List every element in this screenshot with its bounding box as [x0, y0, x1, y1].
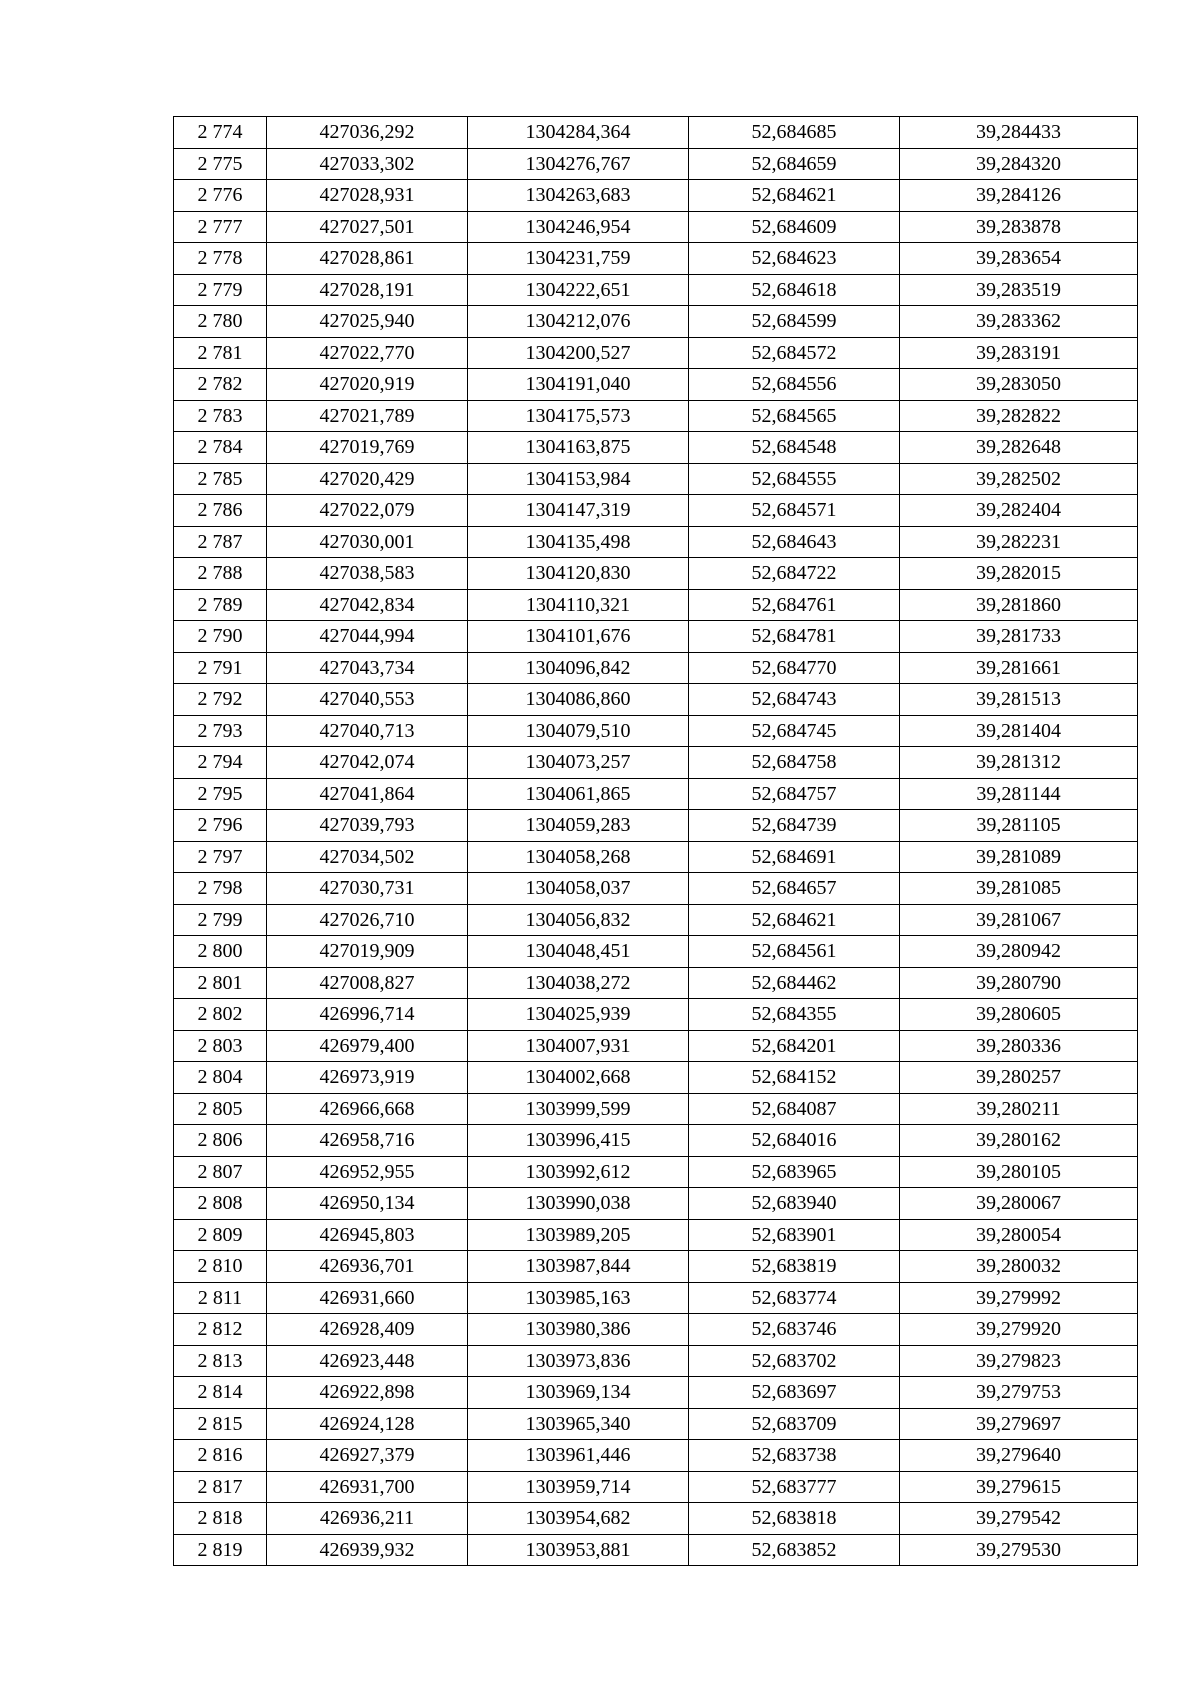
- latitude-cell: 52,684572: [689, 337, 900, 369]
- table-row: [174, 652, 1138, 684]
- table-row: [174, 148, 1138, 180]
- y-coordinate-cell: 1304058,037: [468, 873, 689, 905]
- point-number-cell: 2 789: [174, 589, 267, 621]
- y-coordinate-cell: 1304058,268: [468, 841, 689, 873]
- y-coordinate-cell: 1304246,954: [468, 211, 689, 243]
- point-number-cell: 2 814: [174, 1377, 267, 1409]
- longitude-cell: 39,280942: [900, 936, 1138, 968]
- longitude-cell: 39,279542: [900, 1503, 1138, 1535]
- x-coordinate-cell: 426958,716: [267, 1125, 468, 1157]
- x-coordinate-cell: 427036,292: [267, 117, 468, 149]
- y-coordinate-cell: 1303985,163: [468, 1282, 689, 1314]
- longitude-cell: 39,281312: [900, 747, 1138, 779]
- x-coordinate-cell: 427038,583: [267, 558, 468, 590]
- table-row: [174, 999, 1138, 1031]
- y-coordinate-cell: 1303996,415: [468, 1125, 689, 1157]
- longitude-cell: 39,279615: [900, 1471, 1138, 1503]
- longitude-cell: 39,282015: [900, 558, 1138, 590]
- table-row: [174, 873, 1138, 905]
- table-row: [174, 495, 1138, 527]
- longitude-cell: 39,279530: [900, 1534, 1138, 1566]
- point-number-cell: 2 787: [174, 526, 267, 558]
- longitude-cell: 39,281089: [900, 841, 1138, 873]
- y-coordinate-cell: 1304048,451: [468, 936, 689, 968]
- longitude-cell: 39,282404: [900, 495, 1138, 527]
- latitude-cell: 52,684355: [689, 999, 900, 1031]
- y-coordinate-cell: 1304263,683: [468, 180, 689, 212]
- table-row: [174, 306, 1138, 338]
- longitude-cell: 39,284320: [900, 148, 1138, 180]
- y-coordinate-cell: 1304096,842: [468, 652, 689, 684]
- y-coordinate-cell: 1304073,257: [468, 747, 689, 779]
- y-coordinate-cell: 1303992,612: [468, 1156, 689, 1188]
- latitude-cell: 52,684556: [689, 369, 900, 401]
- longitude-cell: 39,281085: [900, 873, 1138, 905]
- table-row: [174, 715, 1138, 747]
- longitude-cell: 39,279823: [900, 1345, 1138, 1377]
- latitude-cell: 52,684757: [689, 778, 900, 810]
- table-row: [174, 810, 1138, 842]
- point-number-cell: 2 809: [174, 1219, 267, 1251]
- longitude-cell: 39,283878: [900, 211, 1138, 243]
- latitude-cell: 52,684599: [689, 306, 900, 338]
- table-row: [174, 1440, 1138, 1472]
- latitude-cell: 52,684657: [689, 873, 900, 905]
- point-number-cell: 2 817: [174, 1471, 267, 1503]
- x-coordinate-cell: 426945,803: [267, 1219, 468, 1251]
- point-number-cell: 2 786: [174, 495, 267, 527]
- table-row: [174, 1219, 1138, 1251]
- x-coordinate-cell: 427022,079: [267, 495, 468, 527]
- x-coordinate-cell: 426996,714: [267, 999, 468, 1031]
- longitude-cell: 39,283654: [900, 243, 1138, 275]
- point-number-cell: 2 794: [174, 747, 267, 779]
- longitude-cell: 39,280032: [900, 1251, 1138, 1283]
- coordinates-table-body: [174, 117, 1138, 1566]
- y-coordinate-cell: 1304007,931: [468, 1030, 689, 1062]
- x-coordinate-cell: 427040,553: [267, 684, 468, 716]
- longitude-cell: 39,282502: [900, 463, 1138, 495]
- point-number-cell: 2 797: [174, 841, 267, 873]
- longitude-cell: 39,280257: [900, 1062, 1138, 1094]
- latitude-cell: 52,684571: [689, 495, 900, 527]
- latitude-cell: 52,684691: [689, 841, 900, 873]
- latitude-cell: 52,683819: [689, 1251, 900, 1283]
- x-coordinate-cell: 426922,898: [267, 1377, 468, 1409]
- y-coordinate-cell: 1303987,844: [468, 1251, 689, 1283]
- point-number-cell: 2 780: [174, 306, 267, 338]
- latitude-cell: 52,684618: [689, 274, 900, 306]
- longitude-cell: 39,280605: [900, 999, 1138, 1031]
- x-coordinate-cell: 426952,955: [267, 1156, 468, 1188]
- latitude-cell: 52,683852: [689, 1534, 900, 1566]
- table-row: [174, 684, 1138, 716]
- latitude-cell: 52,683702: [689, 1345, 900, 1377]
- point-number-cell: 2 790: [174, 621, 267, 653]
- point-number-cell: 2 795: [174, 778, 267, 810]
- latitude-cell: 52,684722: [689, 558, 900, 590]
- longitude-cell: 39,283519: [900, 274, 1138, 306]
- latitude-cell: 52,683774: [689, 1282, 900, 1314]
- x-coordinate-cell: 426979,400: [267, 1030, 468, 1062]
- longitude-cell: 39,279920: [900, 1314, 1138, 1346]
- table-row: [174, 1408, 1138, 1440]
- point-number-cell: 2 805: [174, 1093, 267, 1125]
- point-number-cell: 2 804: [174, 1062, 267, 1094]
- x-coordinate-cell: 427027,501: [267, 211, 468, 243]
- point-number-cell: 2 813: [174, 1345, 267, 1377]
- latitude-cell: 52,684548: [689, 432, 900, 464]
- y-coordinate-cell: 1304276,767: [468, 148, 689, 180]
- table-row: [174, 400, 1138, 432]
- x-coordinate-cell: 427042,074: [267, 747, 468, 779]
- longitude-cell: 39,279640: [900, 1440, 1138, 1472]
- x-coordinate-cell: 427022,770: [267, 337, 468, 369]
- table-row: [174, 211, 1138, 243]
- x-coordinate-cell: 427033,302: [267, 148, 468, 180]
- point-number-cell: 2 792: [174, 684, 267, 716]
- point-number-cell: 2 788: [174, 558, 267, 590]
- latitude-cell: 52,684087: [689, 1093, 900, 1125]
- latitude-cell: 52,684781: [689, 621, 900, 653]
- table-row: [174, 778, 1138, 810]
- table-row: [174, 1534, 1138, 1566]
- y-coordinate-cell: 1303969,134: [468, 1377, 689, 1409]
- point-number-cell: 2 816: [174, 1440, 267, 1472]
- y-coordinate-cell: 1304120,830: [468, 558, 689, 590]
- y-coordinate-cell: 1304101,676: [468, 621, 689, 653]
- latitude-cell: 52,683940: [689, 1188, 900, 1220]
- y-coordinate-cell: 1304231,759: [468, 243, 689, 275]
- table-row: [174, 117, 1138, 149]
- y-coordinate-cell: 1303959,714: [468, 1471, 689, 1503]
- point-number-cell: 2 774: [174, 117, 267, 149]
- table-row: [174, 432, 1138, 464]
- y-coordinate-cell: 1304163,875: [468, 432, 689, 464]
- longitude-cell: 39,281513: [900, 684, 1138, 716]
- y-coordinate-cell: 1304086,860: [468, 684, 689, 716]
- y-coordinate-cell: 1304212,076: [468, 306, 689, 338]
- longitude-cell: 39,280054: [900, 1219, 1138, 1251]
- x-coordinate-cell: 426927,379: [267, 1440, 468, 1472]
- table-row: [174, 526, 1138, 558]
- x-coordinate-cell: 427041,864: [267, 778, 468, 810]
- table-row: [174, 904, 1138, 936]
- longitude-cell: 39,284433: [900, 117, 1138, 149]
- table-row: [174, 841, 1138, 873]
- point-number-cell: 2 779: [174, 274, 267, 306]
- latitude-cell: 52,684016: [689, 1125, 900, 1157]
- longitude-cell: 39,281144: [900, 778, 1138, 810]
- latitude-cell: 52,684643: [689, 526, 900, 558]
- latitude-cell: 52,684739: [689, 810, 900, 842]
- x-coordinate-cell: 427043,734: [267, 652, 468, 684]
- x-coordinate-cell: 427042,834: [267, 589, 468, 621]
- point-number-cell: 2 775: [174, 148, 267, 180]
- point-number-cell: 2 818: [174, 1503, 267, 1535]
- point-number-cell: 2 806: [174, 1125, 267, 1157]
- x-coordinate-cell: 426973,919: [267, 1062, 468, 1094]
- table-row: [174, 1062, 1138, 1094]
- table-row: [174, 369, 1138, 401]
- latitude-cell: 52,684565: [689, 400, 900, 432]
- latitude-cell: 52,683738: [689, 1440, 900, 1472]
- latitude-cell: 52,684745: [689, 715, 900, 747]
- point-number-cell: 2 781: [174, 337, 267, 369]
- longitude-cell: 39,281105: [900, 810, 1138, 842]
- latitude-cell: 52,683697: [689, 1377, 900, 1409]
- y-coordinate-cell: 1304061,865: [468, 778, 689, 810]
- point-number-cell: 2 811: [174, 1282, 267, 1314]
- point-number-cell: 2 796: [174, 810, 267, 842]
- table-row: [174, 1345, 1138, 1377]
- point-number-cell: 2 803: [174, 1030, 267, 1062]
- table-row: [174, 1093, 1138, 1125]
- table-row: [174, 1030, 1138, 1062]
- latitude-cell: 52,684555: [689, 463, 900, 495]
- x-coordinate-cell: 427028,861: [267, 243, 468, 275]
- x-coordinate-cell: 426931,660: [267, 1282, 468, 1314]
- x-coordinate-cell: 426928,409: [267, 1314, 468, 1346]
- x-coordinate-cell: 426936,211: [267, 1503, 468, 1535]
- y-coordinate-cell: 1304056,832: [468, 904, 689, 936]
- table-row: [174, 936, 1138, 968]
- y-coordinate-cell: 1304175,573: [468, 400, 689, 432]
- x-coordinate-cell: 427030,731: [267, 873, 468, 905]
- point-number-cell: 2 793: [174, 715, 267, 747]
- y-coordinate-cell: 1303999,599: [468, 1093, 689, 1125]
- longitude-cell: 39,280336: [900, 1030, 1138, 1062]
- point-number-cell: 2 785: [174, 463, 267, 495]
- table-row: [174, 967, 1138, 999]
- point-number-cell: 2 808: [174, 1188, 267, 1220]
- table-row: [174, 180, 1138, 212]
- table-row: [174, 621, 1138, 653]
- point-number-cell: 2 815: [174, 1408, 267, 1440]
- longitude-cell: 39,281661: [900, 652, 1138, 684]
- table-row: [174, 1471, 1138, 1503]
- latitude-cell: 52,684561: [689, 936, 900, 968]
- y-coordinate-cell: 1304222,651: [468, 274, 689, 306]
- y-coordinate-cell: 1303954,682: [468, 1503, 689, 1535]
- x-coordinate-cell: 427019,909: [267, 936, 468, 968]
- point-number-cell: 2 802: [174, 999, 267, 1031]
- table-row: [174, 558, 1138, 590]
- y-coordinate-cell: 1304147,319: [468, 495, 689, 527]
- longitude-cell: 39,280162: [900, 1125, 1138, 1157]
- x-coordinate-cell: 426923,448: [267, 1345, 468, 1377]
- y-coordinate-cell: 1303965,340: [468, 1408, 689, 1440]
- longitude-cell: 39,283050: [900, 369, 1138, 401]
- x-coordinate-cell: 427034,502: [267, 841, 468, 873]
- x-coordinate-cell: 427025,940: [267, 306, 468, 338]
- longitude-cell: 39,282648: [900, 432, 1138, 464]
- point-number-cell: 2 801: [174, 967, 267, 999]
- x-coordinate-cell: 426966,668: [267, 1093, 468, 1125]
- longitude-cell: 39,281733: [900, 621, 1138, 653]
- longitude-cell: 39,280067: [900, 1188, 1138, 1220]
- y-coordinate-cell: 1303990,038: [468, 1188, 689, 1220]
- y-coordinate-cell: 1304038,272: [468, 967, 689, 999]
- x-coordinate-cell: 426936,701: [267, 1251, 468, 1283]
- x-coordinate-cell: 427026,710: [267, 904, 468, 936]
- y-coordinate-cell: 1303973,836: [468, 1345, 689, 1377]
- latitude-cell: 52,683901: [689, 1219, 900, 1251]
- point-number-cell: 2 778: [174, 243, 267, 275]
- longitude-cell: 39,279697: [900, 1408, 1138, 1440]
- y-coordinate-cell: 1303953,881: [468, 1534, 689, 1566]
- latitude-cell: 52,684623: [689, 243, 900, 275]
- point-number-cell: 2 807: [174, 1156, 267, 1188]
- x-coordinate-cell: 427044,994: [267, 621, 468, 653]
- x-coordinate-cell: 426939,932: [267, 1534, 468, 1566]
- y-coordinate-cell: 1304110,321: [468, 589, 689, 621]
- table-row: [174, 337, 1138, 369]
- x-coordinate-cell: 426950,134: [267, 1188, 468, 1220]
- x-coordinate-cell: 426931,700: [267, 1471, 468, 1503]
- longitude-cell: 39,280211: [900, 1093, 1138, 1125]
- point-number-cell: 2 798: [174, 873, 267, 905]
- y-coordinate-cell: 1303980,386: [468, 1314, 689, 1346]
- point-number-cell: 2 812: [174, 1314, 267, 1346]
- y-coordinate-cell: 1303989,205: [468, 1219, 689, 1251]
- point-number-cell: 2 791: [174, 652, 267, 684]
- point-number-cell: 2 777: [174, 211, 267, 243]
- point-number-cell: 2 784: [174, 432, 267, 464]
- point-number-cell: 2 819: [174, 1534, 267, 1566]
- x-coordinate-cell: 427039,793: [267, 810, 468, 842]
- latitude-cell: 52,683709: [689, 1408, 900, 1440]
- longitude-cell: 39,279753: [900, 1377, 1138, 1409]
- table-row: [174, 1503, 1138, 1535]
- coordinates-table: [173, 116, 1138, 1566]
- latitude-cell: 52,684685: [689, 117, 900, 149]
- table-row: [174, 589, 1138, 621]
- y-coordinate-cell: 1304153,984: [468, 463, 689, 495]
- longitude-cell: 39,281860: [900, 589, 1138, 621]
- point-number-cell: 2 810: [174, 1251, 267, 1283]
- x-coordinate-cell: 427008,827: [267, 967, 468, 999]
- longitude-cell: 39,282231: [900, 526, 1138, 558]
- x-coordinate-cell: 427019,769: [267, 432, 468, 464]
- point-number-cell: 2 800: [174, 936, 267, 968]
- longitude-cell: 39,281404: [900, 715, 1138, 747]
- y-coordinate-cell: 1304200,527: [468, 337, 689, 369]
- table-row: [174, 243, 1138, 275]
- y-coordinate-cell: 1304284,364: [468, 117, 689, 149]
- point-number-cell: 2 776: [174, 180, 267, 212]
- table-row: [174, 1125, 1138, 1157]
- point-number-cell: 2 782: [174, 369, 267, 401]
- latitude-cell: 52,684758: [689, 747, 900, 779]
- y-coordinate-cell: 1304191,040: [468, 369, 689, 401]
- longitude-cell: 39,283362: [900, 306, 1138, 338]
- x-coordinate-cell: 427040,713: [267, 715, 468, 747]
- table-row: [174, 274, 1138, 306]
- table-row: [174, 1188, 1138, 1220]
- table-row: [174, 1156, 1138, 1188]
- y-coordinate-cell: 1304025,939: [468, 999, 689, 1031]
- latitude-cell: 52,684621: [689, 180, 900, 212]
- x-coordinate-cell: 427030,001: [267, 526, 468, 558]
- longitude-cell: 39,281067: [900, 904, 1138, 936]
- x-coordinate-cell: 427021,789: [267, 400, 468, 432]
- latitude-cell: 52,684743: [689, 684, 900, 716]
- latitude-cell: 52,684462: [689, 967, 900, 999]
- table-row: [174, 1314, 1138, 1346]
- longitude-cell: 39,284126: [900, 180, 1138, 212]
- point-number-cell: 2 783: [174, 400, 267, 432]
- latitude-cell: 52,683965: [689, 1156, 900, 1188]
- table-row: [174, 747, 1138, 779]
- latitude-cell: 52,684761: [689, 589, 900, 621]
- x-coordinate-cell: 426924,128: [267, 1408, 468, 1440]
- y-coordinate-cell: 1304135,498: [468, 526, 689, 558]
- latitude-cell: 52,683746: [689, 1314, 900, 1346]
- longitude-cell: 39,283191: [900, 337, 1138, 369]
- table-row: [174, 1282, 1138, 1314]
- table-row: [174, 463, 1138, 495]
- latitude-cell: 52,684609: [689, 211, 900, 243]
- latitude-cell: 52,683777: [689, 1471, 900, 1503]
- longitude-cell: 39,280790: [900, 967, 1138, 999]
- latitude-cell: 52,684621: [689, 904, 900, 936]
- x-coordinate-cell: 427020,429: [267, 463, 468, 495]
- x-coordinate-cell: 427028,191: [267, 274, 468, 306]
- longitude-cell: 39,279992: [900, 1282, 1138, 1314]
- latitude-cell: 52,684201: [689, 1030, 900, 1062]
- table-row: [174, 1251, 1138, 1283]
- y-coordinate-cell: 1304079,510: [468, 715, 689, 747]
- longitude-cell: 39,280105: [900, 1156, 1138, 1188]
- latitude-cell: 52,684770: [689, 652, 900, 684]
- latitude-cell: 52,683818: [689, 1503, 900, 1535]
- y-coordinate-cell: 1304002,668: [468, 1062, 689, 1094]
- x-coordinate-cell: 427028,931: [267, 180, 468, 212]
- latitude-cell: 52,684659: [689, 148, 900, 180]
- y-coordinate-cell: 1304059,283: [468, 810, 689, 842]
- y-coordinate-cell: 1303961,446: [468, 1440, 689, 1472]
- x-coordinate-cell: 427020,919: [267, 369, 468, 401]
- longitude-cell: 39,282822: [900, 400, 1138, 432]
- point-number-cell: 2 799: [174, 904, 267, 936]
- latitude-cell: 52,684152: [689, 1062, 900, 1094]
- table-row: [174, 1377, 1138, 1409]
